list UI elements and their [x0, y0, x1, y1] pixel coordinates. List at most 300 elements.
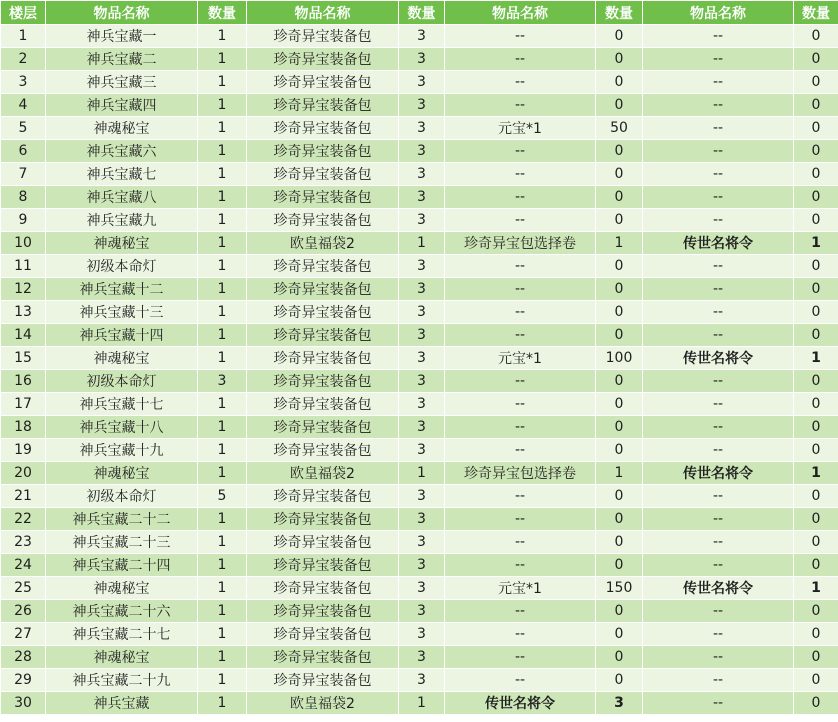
quantity-4-cell: 0	[794, 531, 838, 554]
quantity-3-cell: 0	[596, 71, 643, 94]
item-name-4-cell: --	[643, 48, 794, 71]
quantity-2-cell: 3	[399, 347, 445, 370]
quantity-4-cell: 0	[794, 370, 838, 393]
item-name-1-cell: 初级本命灯	[46, 370, 198, 393]
table-body	[1, 25, 838, 715]
item-name-4-cell: --	[643, 623, 794, 646]
quantity-3-cell: 0	[596, 508, 643, 531]
item-name-4-cell: --	[643, 278, 794, 301]
table-row	[1, 370, 838, 393]
item-name-3-cell: --	[445, 439, 596, 462]
table-row	[1, 416, 838, 439]
quantity-1-cell: 1	[198, 600, 247, 623]
quantity-3-cell: 0	[596, 140, 643, 163]
quantity-2-cell: 1	[399, 232, 445, 255]
item-name-2-cell: 珍奇异宝装备包	[247, 324, 399, 347]
quantity-3-cell: 3	[596, 692, 643, 715]
item-name-3-cell: --	[445, 25, 596, 48]
quantity-4-cell: 0	[794, 117, 838, 140]
floor-cell: 26	[1, 600, 46, 623]
quantity-2-cell: 1	[399, 462, 445, 485]
quantity-4-cell: 0	[794, 669, 838, 692]
quantity-3-cell: 0	[596, 255, 643, 278]
item-name-1-cell: 神兵宝藏二十四	[46, 554, 198, 577]
quantity-3-cell: 1	[596, 462, 643, 485]
table-row	[1, 439, 838, 462]
item-name-3-cell: --	[445, 324, 596, 347]
item-name-1-cell: 神兵宝藏三	[46, 71, 198, 94]
item-name-1-cell: 神魂秘宝	[46, 232, 198, 255]
item-name-4-cell: --	[643, 669, 794, 692]
quantity-3-cell: 0	[596, 416, 643, 439]
floor-cell: 11	[1, 255, 46, 278]
item-name-4-cell: --	[643, 508, 794, 531]
item-name-1-cell: 初级本命灯	[46, 485, 198, 508]
table-row	[1, 255, 838, 278]
item-name-2-cell: 珍奇异宝装备包	[247, 347, 399, 370]
quantity-4-cell: 0	[794, 48, 838, 71]
header-floor: 楼层	[1, 1, 46, 25]
quantity-4-cell: 0	[794, 255, 838, 278]
item-name-3-cell: 元宝*1	[445, 347, 596, 370]
item-name-4-cell: --	[643, 117, 794, 140]
table-row	[1, 554, 838, 577]
quantity-1-cell: 1	[198, 71, 247, 94]
quantity-3-cell: 100	[596, 347, 643, 370]
item-name-2-cell: 珍奇异宝装备包	[247, 255, 399, 278]
item-name-3-cell: --	[445, 485, 596, 508]
floor-cell: 2	[1, 48, 46, 71]
quantity-3-cell: 0	[596, 278, 643, 301]
item-name-3-cell: --	[445, 255, 596, 278]
floor-cell: 25	[1, 577, 46, 600]
quantity-2-cell: 3	[399, 554, 445, 577]
quantity-1-cell: 5	[198, 485, 247, 508]
quantity-1-cell: 1	[198, 439, 247, 462]
item-name-1-cell: 神兵宝藏十七	[46, 393, 198, 416]
quantity-3-cell: 150	[596, 577, 643, 600]
item-name-1-cell: 神兵宝藏十四	[46, 324, 198, 347]
quantity-2-cell: 3	[399, 209, 445, 232]
quantity-1-cell: 1	[198, 94, 247, 117]
quantity-1-cell: 1	[198, 623, 247, 646]
quantity-2-cell: 3	[399, 278, 445, 301]
item-name-3-cell: 珍奇异宝包选择卷	[445, 462, 596, 485]
quantity-3-cell: 0	[596, 646, 643, 669]
quantity-1-cell: 1	[198, 117, 247, 140]
quantity-2-cell: 3	[399, 255, 445, 278]
table-row	[1, 25, 838, 48]
item-name-4-cell: --	[643, 301, 794, 324]
quantity-1-cell: 1	[198, 577, 247, 600]
quantity-3-cell: 0	[596, 370, 643, 393]
table-row	[1, 301, 838, 324]
floor-cell: 23	[1, 531, 46, 554]
item-name-3-cell: --	[445, 94, 596, 117]
table-row	[1, 393, 838, 416]
floor-cell: 15	[1, 347, 46, 370]
quantity-3-cell: 0	[596, 531, 643, 554]
item-name-1-cell: 神兵宝藏二十九	[46, 669, 198, 692]
item-name-4-cell: --	[643, 692, 794, 715]
item-name-2-cell: 珍奇异宝装备包	[247, 117, 399, 140]
quantity-4-cell: 0	[794, 692, 838, 715]
floor-cell: 7	[1, 163, 46, 186]
item-name-2-cell: 珍奇异宝装备包	[247, 301, 399, 324]
item-name-4-cell: --	[643, 25, 794, 48]
item-name-3-cell: --	[445, 48, 596, 71]
header-quantity-1: 数量	[198, 1, 247, 25]
quantity-1-cell: 1	[198, 140, 247, 163]
floor-cell: 6	[1, 140, 46, 163]
quantity-2-cell: 3	[399, 370, 445, 393]
item-name-4-cell: --	[643, 439, 794, 462]
quantity-4-cell: 0	[794, 554, 838, 577]
quantity-3-cell: 0	[596, 485, 643, 508]
item-name-4-cell: 传世名将令	[643, 347, 794, 370]
item-name-2-cell: 珍奇异宝装备包	[247, 554, 399, 577]
floor-cell: 28	[1, 646, 46, 669]
item-name-4-cell: 传世名将令	[643, 232, 794, 255]
item-name-3-cell: --	[445, 186, 596, 209]
quantity-4-cell: 1	[794, 462, 838, 485]
quantity-2-cell: 3	[399, 324, 445, 347]
item-name-4-cell: --	[643, 140, 794, 163]
header-row	[1, 1, 838, 25]
quantity-2-cell: 3	[399, 485, 445, 508]
floor-cell: 19	[1, 439, 46, 462]
item-name-2-cell: 珍奇异宝装备包	[247, 48, 399, 71]
quantity-4-cell: 0	[794, 140, 838, 163]
item-name-2-cell: 珍奇异宝装备包	[247, 577, 399, 600]
item-name-3-cell: --	[445, 163, 596, 186]
table-row	[1, 485, 838, 508]
quantity-4-cell: 1	[794, 232, 838, 255]
table-row	[1, 600, 838, 623]
table-row	[1, 623, 838, 646]
header-item-name-1: 物品名称	[46, 1, 198, 25]
table-row	[1, 347, 838, 370]
item-name-3-cell: --	[445, 554, 596, 577]
table-row	[1, 577, 838, 600]
item-name-4-cell: --	[643, 554, 794, 577]
header-quantity-3: 数量	[596, 1, 643, 25]
table-row	[1, 508, 838, 531]
quantity-3-cell: 0	[596, 301, 643, 324]
item-name-1-cell: 神兵宝藏六	[46, 140, 198, 163]
quantity-3-cell: 0	[596, 439, 643, 462]
item-name-4-cell: 传世名将令	[643, 462, 794, 485]
quantity-2-cell: 1	[399, 692, 445, 715]
item-name-2-cell: 珍奇异宝装备包	[247, 140, 399, 163]
item-name-2-cell: 珍奇异宝装备包	[247, 278, 399, 301]
table-row	[1, 531, 838, 554]
quantity-1-cell: 1	[198, 324, 247, 347]
header-item-name-2: 物品名称	[247, 1, 399, 25]
item-name-4-cell: --	[643, 531, 794, 554]
table-row	[1, 48, 838, 71]
quantity-2-cell: 3	[399, 140, 445, 163]
item-name-1-cell: 神兵宝藏十三	[46, 301, 198, 324]
item-name-2-cell: 珍奇异宝装备包	[247, 485, 399, 508]
quantity-1-cell: 1	[198, 416, 247, 439]
table-row	[1, 692, 838, 715]
quantity-4-cell: 0	[794, 393, 838, 416]
item-name-2-cell: 珍奇异宝装备包	[247, 416, 399, 439]
quantity-1-cell: 1	[198, 508, 247, 531]
item-name-2-cell: 珍奇异宝装备包	[247, 439, 399, 462]
header-quantity-2: 数量	[399, 1, 445, 25]
item-name-4-cell: --	[643, 255, 794, 278]
floor-cell: 17	[1, 393, 46, 416]
quantity-3-cell: 0	[596, 324, 643, 347]
floor-cell: 18	[1, 416, 46, 439]
quantity-3-cell: 0	[596, 600, 643, 623]
floor-cell: 12	[1, 278, 46, 301]
item-name-2-cell: 珍奇异宝装备包	[247, 71, 399, 94]
quantity-1-cell: 1	[198, 255, 247, 278]
item-name-3-cell: --	[445, 669, 596, 692]
quantity-1-cell: 1	[198, 301, 247, 324]
table-row	[1, 324, 838, 347]
quantity-1-cell: 1	[198, 186, 247, 209]
floor-cell: 24	[1, 554, 46, 577]
quantity-2-cell: 3	[399, 646, 445, 669]
item-name-1-cell: 神兵宝藏	[46, 692, 198, 715]
item-name-2-cell: 珍奇异宝装备包	[247, 646, 399, 669]
item-name-3-cell: --	[445, 71, 596, 94]
quantity-3-cell: 0	[596, 209, 643, 232]
item-name-2-cell: 珍奇异宝装备包	[247, 25, 399, 48]
item-name-4-cell: --	[643, 209, 794, 232]
quantity-4-cell: 0	[794, 94, 838, 117]
quantity-4-cell: 1	[794, 347, 838, 370]
quantity-4-cell: 0	[794, 301, 838, 324]
item-name-4-cell: --	[643, 646, 794, 669]
floor-cell: 3	[1, 71, 46, 94]
item-name-1-cell: 神兵宝藏二十七	[46, 623, 198, 646]
item-name-1-cell: 神兵宝藏十八	[46, 416, 198, 439]
item-name-2-cell: 珍奇异宝装备包	[247, 186, 399, 209]
quantity-4-cell: 0	[794, 508, 838, 531]
item-name-2-cell: 珍奇异宝装备包	[247, 370, 399, 393]
floor-cell: 1	[1, 25, 46, 48]
item-name-1-cell: 神魂秘宝	[46, 646, 198, 669]
item-name-3-cell: --	[445, 623, 596, 646]
quantity-3-cell: 0	[596, 393, 643, 416]
quantity-4-cell: 0	[794, 416, 838, 439]
item-name-4-cell: --	[643, 416, 794, 439]
item-name-1-cell: 神兵宝藏七	[46, 163, 198, 186]
item-name-2-cell: 珍奇异宝装备包	[247, 163, 399, 186]
floor-cell: 4	[1, 94, 46, 117]
floor-cell: 9	[1, 209, 46, 232]
item-name-2-cell: 珍奇异宝装备包	[247, 209, 399, 232]
quantity-4-cell: 0	[794, 623, 838, 646]
quantity-3-cell: 0	[596, 186, 643, 209]
item-name-3-cell: --	[445, 393, 596, 416]
item-name-1-cell: 神魂秘宝	[46, 577, 198, 600]
quantity-1-cell: 1	[198, 163, 247, 186]
item-name-2-cell: 欧皇福袋2	[247, 462, 399, 485]
quantity-1-cell: 1	[198, 393, 247, 416]
item-name-4-cell: --	[643, 71, 794, 94]
quantity-4-cell: 0	[794, 71, 838, 94]
item-name-1-cell: 初级本命灯	[46, 255, 198, 278]
quantity-2-cell: 3	[399, 508, 445, 531]
table-row	[1, 669, 838, 692]
item-name-4-cell: --	[643, 94, 794, 117]
table-row	[1, 140, 838, 163]
item-name-1-cell: 神兵宝藏一	[46, 25, 198, 48]
item-name-4-cell: --	[643, 163, 794, 186]
quantity-3-cell: 0	[596, 554, 643, 577]
item-name-3-cell: 传世名将令	[445, 692, 596, 715]
item-name-3-cell: --	[445, 140, 596, 163]
floor-cell: 20	[1, 462, 46, 485]
quantity-1-cell: 1	[198, 209, 247, 232]
quantity-3-cell: 0	[596, 48, 643, 71]
quantity-1-cell: 1	[198, 669, 247, 692]
quantity-2-cell: 3	[399, 669, 445, 692]
item-name-3-cell: --	[445, 209, 596, 232]
quantity-2-cell: 3	[399, 48, 445, 71]
quantity-4-cell: 0	[794, 600, 838, 623]
item-name-1-cell: 神魂秘宝	[46, 462, 198, 485]
floor-cell: 10	[1, 232, 46, 255]
quantity-2-cell: 3	[399, 301, 445, 324]
header-item-name-3: 物品名称	[445, 1, 596, 25]
quantity-4-cell: 0	[794, 439, 838, 462]
item-name-3-cell: --	[445, 508, 596, 531]
floor-cell: 8	[1, 186, 46, 209]
quantity-1-cell: 1	[198, 48, 247, 71]
floor-cell: 29	[1, 669, 46, 692]
item-name-4-cell: --	[643, 485, 794, 508]
quantity-3-cell: 1	[596, 232, 643, 255]
header-item-name-4: 物品名称	[643, 1, 794, 25]
item-name-1-cell: 神兵宝藏二十三	[46, 531, 198, 554]
item-name-3-cell: 元宝*1	[445, 117, 596, 140]
header-quantity-4: 数量	[794, 1, 838, 25]
item-name-2-cell: 欧皇福袋2	[247, 232, 399, 255]
quantity-2-cell: 3	[399, 600, 445, 623]
quantity-2-cell: 3	[399, 577, 445, 600]
item-name-4-cell: --	[643, 370, 794, 393]
table-row	[1, 232, 838, 255]
item-name-1-cell: 神兵宝藏十二	[46, 278, 198, 301]
item-name-2-cell: 珍奇异宝装备包	[247, 623, 399, 646]
quantity-3-cell: 0	[596, 25, 643, 48]
floor-cell: 27	[1, 623, 46, 646]
table-row	[1, 209, 838, 232]
quantity-2-cell: 3	[399, 186, 445, 209]
quantity-1-cell: 1	[198, 278, 247, 301]
table-row	[1, 646, 838, 669]
floor-cell: 30	[1, 692, 46, 715]
item-name-4-cell: 传世名将令	[643, 577, 794, 600]
floor-cell: 21	[1, 485, 46, 508]
item-name-1-cell: 神兵宝藏四	[46, 94, 198, 117]
item-name-2-cell: 珍奇异宝装备包	[247, 531, 399, 554]
quantity-4-cell: 1	[794, 577, 838, 600]
item-name-4-cell: --	[643, 393, 794, 416]
item-name-3-cell: --	[445, 531, 596, 554]
quantity-2-cell: 3	[399, 117, 445, 140]
quantity-4-cell: 0	[794, 25, 838, 48]
quantity-1-cell: 1	[198, 462, 247, 485]
item-name-3-cell: --	[445, 646, 596, 669]
quantity-4-cell: 0	[794, 324, 838, 347]
quantity-2-cell: 3	[399, 623, 445, 646]
quantity-2-cell: 3	[399, 94, 445, 117]
quantity-3-cell: 0	[596, 623, 643, 646]
floor-cell: 13	[1, 301, 46, 324]
quantity-1-cell: 1	[198, 554, 247, 577]
item-name-3-cell: --	[445, 301, 596, 324]
table-row	[1, 117, 838, 140]
item-name-1-cell: 神兵宝藏二十六	[46, 600, 198, 623]
quantity-1-cell: 1	[198, 25, 247, 48]
quantity-2-cell: 3	[399, 71, 445, 94]
quantity-2-cell: 3	[399, 416, 445, 439]
item-name-3-cell: --	[445, 600, 596, 623]
item-name-1-cell: 神兵宝藏十九	[46, 439, 198, 462]
table-row	[1, 278, 838, 301]
floor-cell: 5	[1, 117, 46, 140]
quantity-2-cell: 3	[399, 531, 445, 554]
quantity-3-cell: 0	[596, 669, 643, 692]
item-name-1-cell: 神魂秘宝	[46, 117, 198, 140]
item-name-1-cell: 神兵宝藏八	[46, 186, 198, 209]
quantity-2-cell: 3	[399, 393, 445, 416]
quantity-3-cell: 0	[596, 94, 643, 117]
floor-cell: 16	[1, 370, 46, 393]
item-name-2-cell: 珍奇异宝装备包	[247, 600, 399, 623]
item-name-4-cell: --	[643, 600, 794, 623]
quantity-2-cell: 3	[399, 439, 445, 462]
item-name-4-cell: --	[643, 324, 794, 347]
quantity-1-cell: 1	[198, 692, 247, 715]
item-name-4-cell: --	[643, 186, 794, 209]
quantity-3-cell: 0	[596, 163, 643, 186]
item-name-2-cell: 珍奇异宝装备包	[247, 669, 399, 692]
item-name-3-cell: --	[445, 370, 596, 393]
item-name-1-cell: 神兵宝藏二十二	[46, 508, 198, 531]
quantity-1-cell: 1	[198, 531, 247, 554]
quantity-1-cell: 3	[198, 370, 247, 393]
quantity-2-cell: 3	[399, 25, 445, 48]
item-name-2-cell: 珍奇异宝装备包	[247, 393, 399, 416]
item-name-1-cell: 神魂秘宝	[46, 347, 198, 370]
item-name-1-cell: 神兵宝藏九	[46, 209, 198, 232]
table-row	[1, 163, 838, 186]
floor-cell: 22	[1, 508, 46, 531]
quantity-4-cell: 0	[794, 278, 838, 301]
quantity-4-cell: 0	[794, 186, 838, 209]
table-row	[1, 462, 838, 485]
table-row	[1, 186, 838, 209]
quantity-4-cell: 0	[794, 163, 838, 186]
item-name-2-cell: 珍奇异宝装备包	[247, 508, 399, 531]
floor-cell: 14	[1, 324, 46, 347]
item-name-2-cell: 欧皇福袋2	[247, 692, 399, 715]
item-name-3-cell: 元宝*1	[445, 577, 596, 600]
quantity-4-cell: 0	[794, 646, 838, 669]
quantity-2-cell: 3	[399, 163, 445, 186]
quantity-1-cell: 1	[198, 232, 247, 255]
table-row	[1, 94, 838, 117]
